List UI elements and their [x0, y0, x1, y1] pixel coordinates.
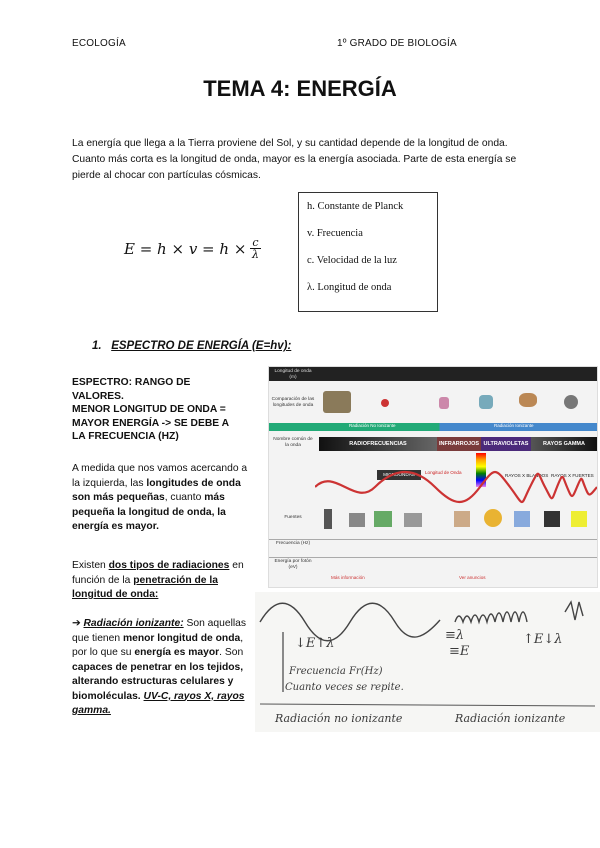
- formula-fraction: [250, 237, 260, 260]
- text-run: . Son: [219, 647, 244, 658]
- spec-line: VALORES.: [72, 390, 124, 402]
- band-radio: RADIOFRECUENCIAS: [319, 437, 437, 451]
- band-ultraviolet: ULTRAVIOLETAS: [481, 437, 531, 451]
- source-icons: [269, 505, 597, 533]
- text-run: , cuanto: [164, 492, 205, 503]
- section-title: ESPECTRO DE ENERGÍA (E=hv):: [111, 340, 292, 352]
- spectrum-figure: [268, 366, 598, 588]
- hand-symbol-mid: ≡λ: [445, 628, 465, 643]
- text-bold-underline: penetración de la longitud de onda:: [72, 574, 218, 600]
- row-label: Longitud de onda (m): [274, 369, 312, 380]
- wavelength-scale-bar: [269, 367, 597, 381]
- radiation-label: Radiación No Ionizante: [349, 423, 396, 428]
- hand-ionizing: Radiación ionizante: [455, 712, 566, 725]
- text-run: en función de la: [72, 560, 244, 586]
- comparison-icons: [269, 387, 597, 421]
- paragraph-ionizing: [72, 617, 250, 719]
- section-number: 1.: [92, 340, 102, 352]
- text-bold: longitudes de onda son más pequeñas: [72, 477, 241, 503]
- legend-item: c. Velocidad de la luz: [307, 255, 397, 266]
- header-subject: ECOLOGÍA: [72, 38, 126, 49]
- legend-item: h. Constante de Planck: [307, 201, 404, 212]
- paragraph-radiation-types: [72, 559, 250, 603]
- spec-line: MENOR LONGITUD DE ONDA =: [72, 404, 226, 415]
- formula-legend-box: [298, 192, 438, 312]
- text-run: , por lo que su: [72, 632, 244, 658]
- energy-formula: [124, 237, 261, 260]
- text-run: Son aquellas que tienen: [72, 618, 247, 644]
- wave-graphic: [315, 467, 597, 507]
- row-label: Nombre común de la onda: [273, 437, 313, 448]
- text-bold: energía es mayor: [134, 647, 220, 658]
- hand-symbol-right: ↑E↓λ: [523, 632, 563, 647]
- label-wavelength: Longitud de Onda: [425, 470, 462, 475]
- legend-item: λ. Longitud de onda: [307, 282, 392, 293]
- formula-denominator: λ: [252, 248, 259, 261]
- label-microwaves: MICROONDAS: [377, 470, 421, 480]
- page-title: TEMA 4: ENERGÍA: [203, 76, 397, 101]
- section-heading: [92, 340, 291, 352]
- text-bold: capaces de penetrar en los tejidos, alterando estructuras celulares y biomoléculas.: [72, 661, 244, 702]
- label-hard-xrays: RAYOS X FUERTES: [551, 473, 594, 478]
- row-label: Frecuencia (Hz): [275, 541, 311, 546]
- hand-symbol-mid2: ≡E: [449, 644, 470, 659]
- handwritten-strokes: [255, 592, 600, 732]
- hand-frequency-note: Cuanto veces se repite.: [285, 682, 404, 693]
- spec-line: MAYOR ENERGÍA -> SE DEBE A: [72, 417, 230, 429]
- radiation-label: Radiación Ionizante: [494, 423, 534, 428]
- band-infrared: INFRARROJOS: [437, 437, 481, 451]
- row-label: Energía por fotón (eV): [274, 559, 312, 570]
- frequency-scale: [269, 539, 597, 550]
- hand-symbol-left: ↓E↑λ: [295, 636, 335, 651]
- ads-label: Ver anuncios: [459, 575, 486, 580]
- paragraph-wavelength: [72, 462, 250, 535]
- header-grade: 1º GRADO DE BIOLOGÍA: [337, 38, 457, 49]
- term-ionizing: Radiación ionizante:: [83, 618, 184, 629]
- spec-line: LA FRECUENCIA (HZ): [72, 431, 179, 442]
- row-label: Comparación de las longitudes de onda: [271, 397, 315, 408]
- row-label: Fuentes: [284, 515, 302, 520]
- label-soft-xrays: RAYOS X BLANDOS: [505, 473, 549, 478]
- formula-lhs: E = h × v = h ×: [124, 239, 247, 258]
- formula-numerator: c: [252, 236, 259, 249]
- band-gamma: RAYOS GAMMA: [531, 437, 597, 451]
- more-info-label: Más información: [331, 575, 365, 580]
- hand-non-ionizing: Radiación no ionizante: [275, 712, 403, 725]
- text-run: A medida que nos vamos acercando a la izquierda, las: [72, 463, 248, 489]
- text-bold: más pequeña la longitud de onda, la energía es mayor.: [72, 492, 226, 532]
- examples: UV-C, rayos X, rayos gamma.: [72, 690, 245, 716]
- legend-item: v. Frecuencia: [307, 228, 363, 239]
- radiation-type-bar: [269, 423, 597, 431]
- text-run: Existen: [72, 560, 109, 571]
- handwritten-notes: [255, 592, 600, 732]
- spec-line: ESPECTRO: RANGO DE: [72, 377, 191, 388]
- energy-scale: [269, 557, 597, 568]
- hand-frequency: Frecuencia Fr(Hz): [289, 666, 383, 677]
- arrow-icon: ➔: [72, 618, 84, 629]
- intro-paragraph: La energía que llega a la Tierra proviene del Sol, y su cantidad depende de la longitud de onda. Cuanto más corta es la longitud de onda, mayor es la energía asociada. Parte de esta energía se pierde al chocar con partículas cósmicas.: [72, 138, 517, 181]
- text-bold-underline: dos tipos de radiaciones: [108, 560, 230, 571]
- spectrum-definition: [72, 376, 250, 444]
- text-bold: menor longitud de onda: [122, 632, 241, 644]
